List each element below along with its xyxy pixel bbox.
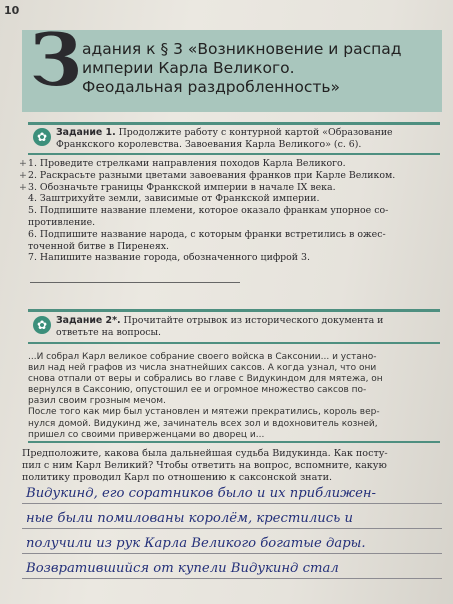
excerpt-line: пришел со своими приверженцами во дворец и... <box>28 429 265 440</box>
question-line: политику проводил Карл по отношению к саксонской знати. <box>22 472 333 483</box>
writing-line <box>22 578 442 579</box>
excerpt-line: вернулся в Саксонию, опустошил ее и огромное множество саксов по- <box>28 385 367 396</box>
task2-top-rule <box>28 309 440 312</box>
handwritten-answer-line-4: Возвратившийся от купели Видукинд стал <box>26 561 339 576</box>
list-item: + 3. Обозначьте границы Франкской империи в начале IX века. <box>19 181 336 193</box>
handwritten-answer-line-3: получили из рук Карла Великого богатые дары. <box>26 536 366 551</box>
task2-text-2: ответьте на вопросы. <box>56 327 161 338</box>
checkmark-icon: + <box>19 158 27 169</box>
task2-middle-rule <box>28 342 440 344</box>
task1-label: Задание 1. <box>56 127 116 138</box>
answer-line <box>30 282 240 283</box>
task1-bottom-rule <box>28 153 440 155</box>
title-line-2: империи Карла Великого. <box>82 59 295 77</box>
excerpt-line: нулся домой. Видукинд же, зачинатель всех зол и вдохновитель козней, <box>28 418 378 429</box>
task1-list <box>19 158 438 264</box>
task1-heading <box>56 127 440 151</box>
excerpt-line: После того как мир был установлен и мятежи прекратились, король вер- <box>28 407 380 418</box>
list-item: 4. Заштрихуйте земли, зависимые от Франкской империи. <box>28 193 320 205</box>
page-number: 10 <box>4 4 20 17</box>
handwritten-answer-line-2: ные были помилованы королём, крестились и <box>26 511 354 526</box>
document-excerpt <box>28 352 433 441</box>
task2-label: Задание 2*. <box>56 315 121 326</box>
task2-question <box>22 448 438 484</box>
list-item: 7. Напишите название города, обозначенного цифрой 3. <box>28 252 310 264</box>
writing-line <box>22 528 442 529</box>
handwritten-answer-line-1: Видукинд, его соратников было и их приближен- <box>26 486 377 501</box>
task1-text-1: Продолжите работу с контурной картой «Образование <box>118 127 393 138</box>
writing-line <box>22 553 442 554</box>
task1-top-rule <box>28 122 440 125</box>
task1-text-2: Франкского королевства. Завоевания Карла Великого» (с. 6). <box>56 139 362 150</box>
task2-bottom-rule <box>28 441 440 443</box>
writing-line <box>22 503 442 504</box>
excerpt-line: вил над ней графов из числа знатнейших саксов. А когда узнал, что они <box>28 363 377 374</box>
question-line: пил с ним Карл Великий? Чтобы ответить на вопрос, вспомните, какую <box>22 460 387 471</box>
flower-ornament-icon: ✿ <box>33 128 51 146</box>
list-item-continuation: противление. <box>28 216 96 228</box>
title-line-3: Феодальная раздробленность» <box>82 78 341 96</box>
question-line: Предположите, какова была дальнейшая судьба Видукинда. Как посту- <box>22 448 388 459</box>
list-item: 5. Подпишите название племени, которое оказало франкам упорное со- <box>28 205 389 217</box>
checkmark-icon: + <box>19 181 27 193</box>
title-line-1: адания к § 3 «Возникновение и распад <box>82 40 402 58</box>
checkmark-icon: + <box>19 169 27 181</box>
task2-heading <box>56 315 440 339</box>
list-item: + 1. Проведите стрелками направления походов Карла Великого. <box>19 158 346 169</box>
list-item: + 2. Раскрасьте разными цветами завоевания франков при Карле Великом. <box>19 169 396 181</box>
list-item: 6. Подпишите название народа, с которым франки встретились в ожес- <box>28 228 386 240</box>
drop-cap-letter: З <box>30 17 82 102</box>
excerpt-line: ...И собрал Карл великое собрание своего войска в Саксонии... и устано- <box>28 352 377 362</box>
excerpt-line: снова отпали от веры и собрались во главе с Видукиндом для мятежа, он <box>28 374 383 385</box>
flower-ornament-icon: ✿ <box>33 316 51 334</box>
page-title <box>82 40 432 97</box>
list-item-continuation: точенной битве в Пиренеях. <box>28 240 170 252</box>
task2-text-1: Прочитайте отрывок из исторического документа и <box>123 315 384 326</box>
excerpt-line: разил своим грозным мечом. <box>28 396 166 407</box>
